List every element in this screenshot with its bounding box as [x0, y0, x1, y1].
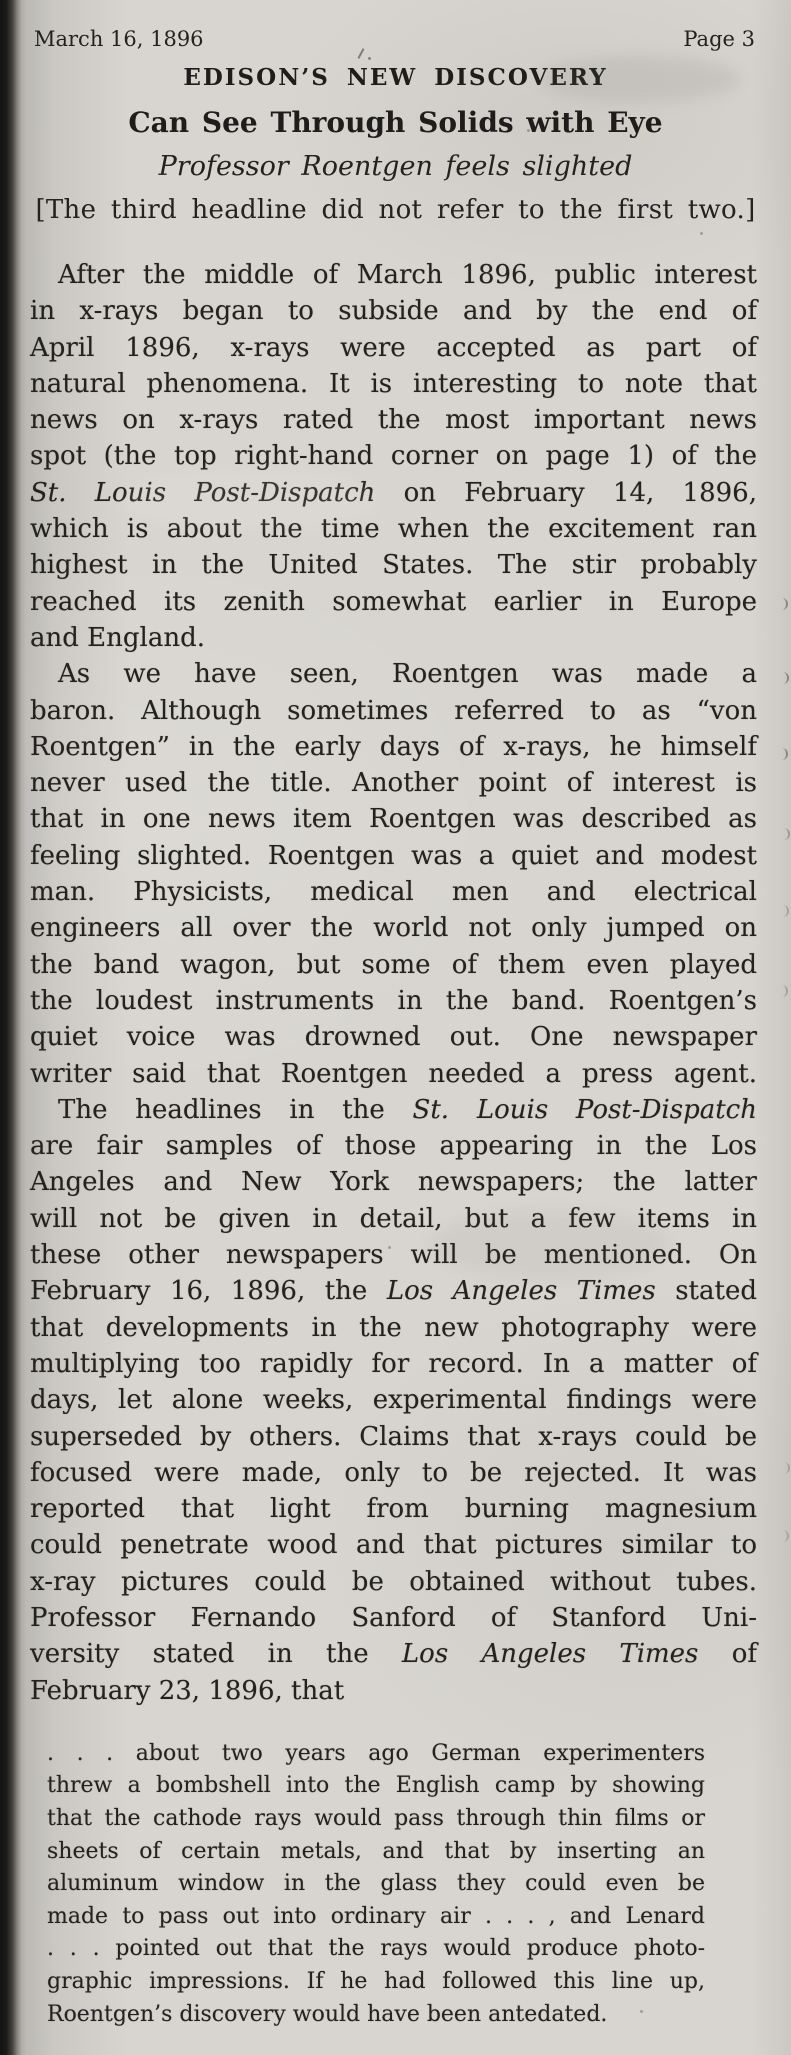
text-line: February 23, 1896, that [30, 1675, 345, 1706]
text-line: which is about the time when the excitement ran [30, 514, 757, 545]
paper-speck [640, 2010, 643, 2013]
text-line: baron. Although sometimes referred to as “von [30, 695, 757, 726]
text-line: that the cathode rays would pass through thin films or [47, 1806, 705, 1832]
page-header [34, 27, 755, 51]
page-edge-artifact [780, 598, 788, 610]
headline-sub: Can See Through Solids with Eye [128, 106, 663, 139]
text-line: St. Louis Post-Dispatch on February 14, 1896, [30, 477, 757, 508]
text-line: After the middle of March 1896, public interest [58, 260, 757, 290]
text-line: highest in the United States. The stir probably [30, 550, 757, 581]
paper-speck [700, 232, 703, 235]
page-edge-artifact [780, 748, 788, 760]
text-line: . . . about two years ago German experimenters [47, 1740, 705, 1766]
page-edge-artifact [782, 828, 790, 840]
header-page-number: Page 3 [683, 27, 755, 51]
headline-main: EDISON’S NEW DISCOVERY [183, 64, 608, 91]
text-line: writer said that Roentgen needed a press agent. [30, 1058, 757, 1089]
text-line: days, let alone weeks, experimental findings were [30, 1385, 757, 1416]
text-line: feeling slighted. Roentgen was a quiet and modest [30, 840, 757, 871]
text-line: The headlines in the St. Louis Post-Dispatch [58, 1094, 757, 1125]
text-line: that developments in the new photography were [30, 1312, 757, 1343]
text-line: graphic impressions. If he had followed this line up, [47, 1969, 705, 1995]
body-text [30, 257, 757, 2031]
headline-byline: Professor Roentgen feels slighted [158, 151, 633, 182]
header-date: March 16, 1896 [34, 27, 204, 51]
block-quote [47, 1738, 705, 2031]
body-paragraph [30, 257, 757, 656]
text-line: never used the title. Another point of interest is [30, 768, 757, 799]
text-line: natural phenomena. It is interesting to note that [30, 368, 757, 399]
text-line: man. Physicists, medical men and electrical [30, 877, 757, 908]
text-line: April 1896, x-rays were accepted as part of [30, 332, 757, 363]
text-line: these other newspapers will be mentioned. On [30, 1240, 757, 1271]
text-line: Angeles and New York newspapers; the latter [30, 1167, 757, 1198]
text-line: threw a bombshell into the English camp by showing [47, 1773, 705, 1799]
text-line: superseded by others. Claims that x-rays could be [30, 1421, 757, 1452]
page-edge-artifact [782, 1462, 790, 1474]
text-line: . . . pointed out that the rays would produce photo- [47, 1936, 705, 1962]
page-edge-artifact [781, 1530, 789, 1542]
paper-speck [388, 1246, 391, 1249]
page-edge-artifact [781, 905, 789, 917]
text-line: x-ray pictures could be obtained without tubes. [30, 1566, 757, 1597]
text-line: versity stated in the Los Angeles Times of [30, 1639, 757, 1670]
text-line: could penetrate wood and that pictures similar to [30, 1530, 757, 1561]
text-line: spot (the top right-hand corner on page 1) of the [30, 441, 757, 472]
body-paragraph [30, 656, 757, 1092]
text-line: will not be given in detail, but a few items in [30, 1203, 757, 1234]
text-line: aluminum window in the glass they could even be [47, 1871, 705, 1897]
text-line: sheets of certain metals, and that by inserting an [47, 1838, 705, 1864]
text-line: and England. [30, 622, 205, 653]
text-line: engineers all over the world not only jumped on [30, 913, 757, 944]
text-line: are fair samples of those appearing in the Los [30, 1131, 757, 1162]
text-line: the band wagon, but some of them even played [30, 949, 757, 980]
text-line: Professor Fernando Sanford of Stanford Uni- [30, 1602, 757, 1633]
text-line: in x-rays began to subside and by the end of [30, 296, 757, 327]
headline-note: [The third headline did not refer to the first two.] [35, 195, 756, 225]
text-line: focused were made, only to be rejected. It was [30, 1457, 757, 1488]
body-paragraph [30, 1092, 757, 1709]
text-line: made to pass out into ordinary air . . . , and Lenard [47, 1903, 705, 1929]
text-line: As we have seen, Roentgen was made a [58, 659, 757, 690]
text-line: news on x-rays rated the most important news [30, 405, 757, 436]
book-spine-shadow [0, 0, 26, 2055]
text-line: quiet voice was drowned out. One newspaper [30, 1022, 757, 1053]
text-line: the loudest instruments in the band. Roentgen’s [30, 985, 757, 1016]
scan-artifact-dot [368, 57, 371, 60]
page-edge-artifact [780, 985, 788, 997]
page-edge-artifact [781, 672, 789, 684]
text-line: that in one news item Roentgen was described as [30, 804, 757, 835]
text-line: multiplying too rapidly for record. In a matter of [30, 1348, 757, 1379]
text-line: February 16, 1896, the Los Angeles Times stated [30, 1276, 757, 1307]
text-line: reached its zenith somewhat earlier in Europe [30, 586, 757, 617]
text-line: Roentgen” in the early days of x-rays, he himself [30, 731, 757, 762]
text-line: Roentgen’s discovery would have been antedated. [47, 2001, 608, 2027]
text-line: reported that light from burning magnesium [30, 1494, 757, 1525]
paper-speck [527, 129, 530, 132]
